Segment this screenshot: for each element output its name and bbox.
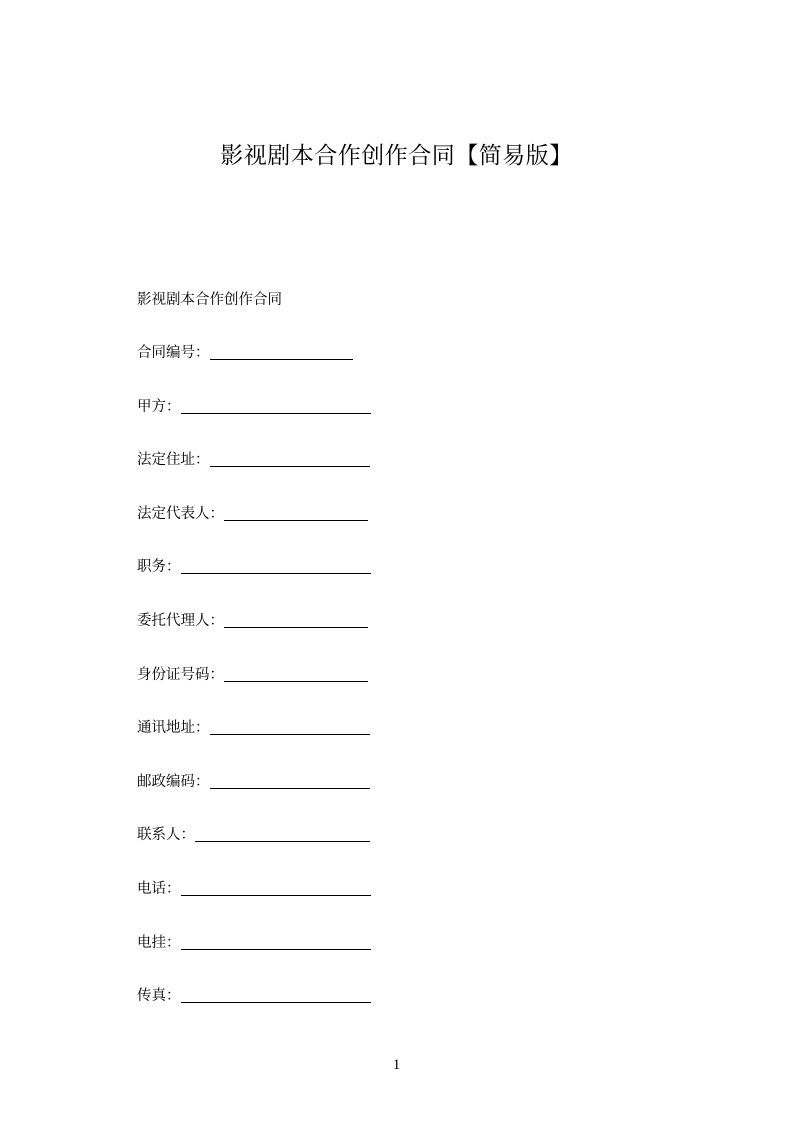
field-telegraph bbox=[137, 931, 397, 985]
field-legal-representative bbox=[137, 502, 397, 556]
field-label: 通讯地址： bbox=[137, 720, 210, 737]
field-contract-number bbox=[137, 341, 397, 395]
blank-line bbox=[181, 878, 371, 896]
blank-line bbox=[224, 664, 368, 682]
field-label: 电挂： bbox=[137, 934, 181, 951]
field-label: 委托代理人： bbox=[137, 612, 224, 629]
field-label: 职务： bbox=[137, 559, 181, 576]
blank-line bbox=[181, 932, 371, 950]
blank-line bbox=[210, 449, 370, 467]
field-telephone bbox=[137, 877, 397, 931]
field-mailing-address bbox=[137, 716, 397, 770]
document-title: 影视剧本合作创作合同【简易版】 bbox=[220, 143, 573, 169]
field-postal-code bbox=[137, 770, 397, 824]
field-label: 传真： bbox=[137, 988, 181, 1005]
page-number: 1 bbox=[392, 1057, 401, 1073]
field-label: 电话： bbox=[137, 880, 181, 897]
field-label: 邮政编码： bbox=[137, 773, 210, 790]
field-contact-person bbox=[137, 823, 397, 877]
field-id-number bbox=[137, 663, 397, 717]
field-position bbox=[137, 555, 397, 609]
field-party-a bbox=[137, 395, 397, 449]
blank-line bbox=[181, 556, 371, 574]
field-label: 甲方： bbox=[137, 398, 181, 415]
blank-line bbox=[195, 824, 370, 842]
blank-line bbox=[210, 342, 353, 360]
field-fax bbox=[137, 984, 397, 1038]
field-label: 合同编号： bbox=[137, 345, 210, 361]
blank-line bbox=[181, 396, 371, 414]
blank-line bbox=[181, 985, 371, 1003]
field-label: 法定代表人： bbox=[137, 505, 224, 522]
contract-name: 影视剧本合作创作合同 bbox=[137, 292, 282, 308]
field-authorized-agent bbox=[137, 609, 397, 663]
blank-line bbox=[210, 717, 370, 735]
blank-line bbox=[224, 610, 368, 628]
blank-line bbox=[224, 503, 368, 521]
blank-line bbox=[210, 771, 370, 789]
field-label: 身份证号码： bbox=[137, 666, 224, 683]
party-fields bbox=[137, 341, 397, 1038]
field-label: 法定住址： bbox=[137, 452, 210, 469]
field-legal-address bbox=[137, 448, 397, 502]
field-label: 联系人： bbox=[137, 827, 195, 844]
